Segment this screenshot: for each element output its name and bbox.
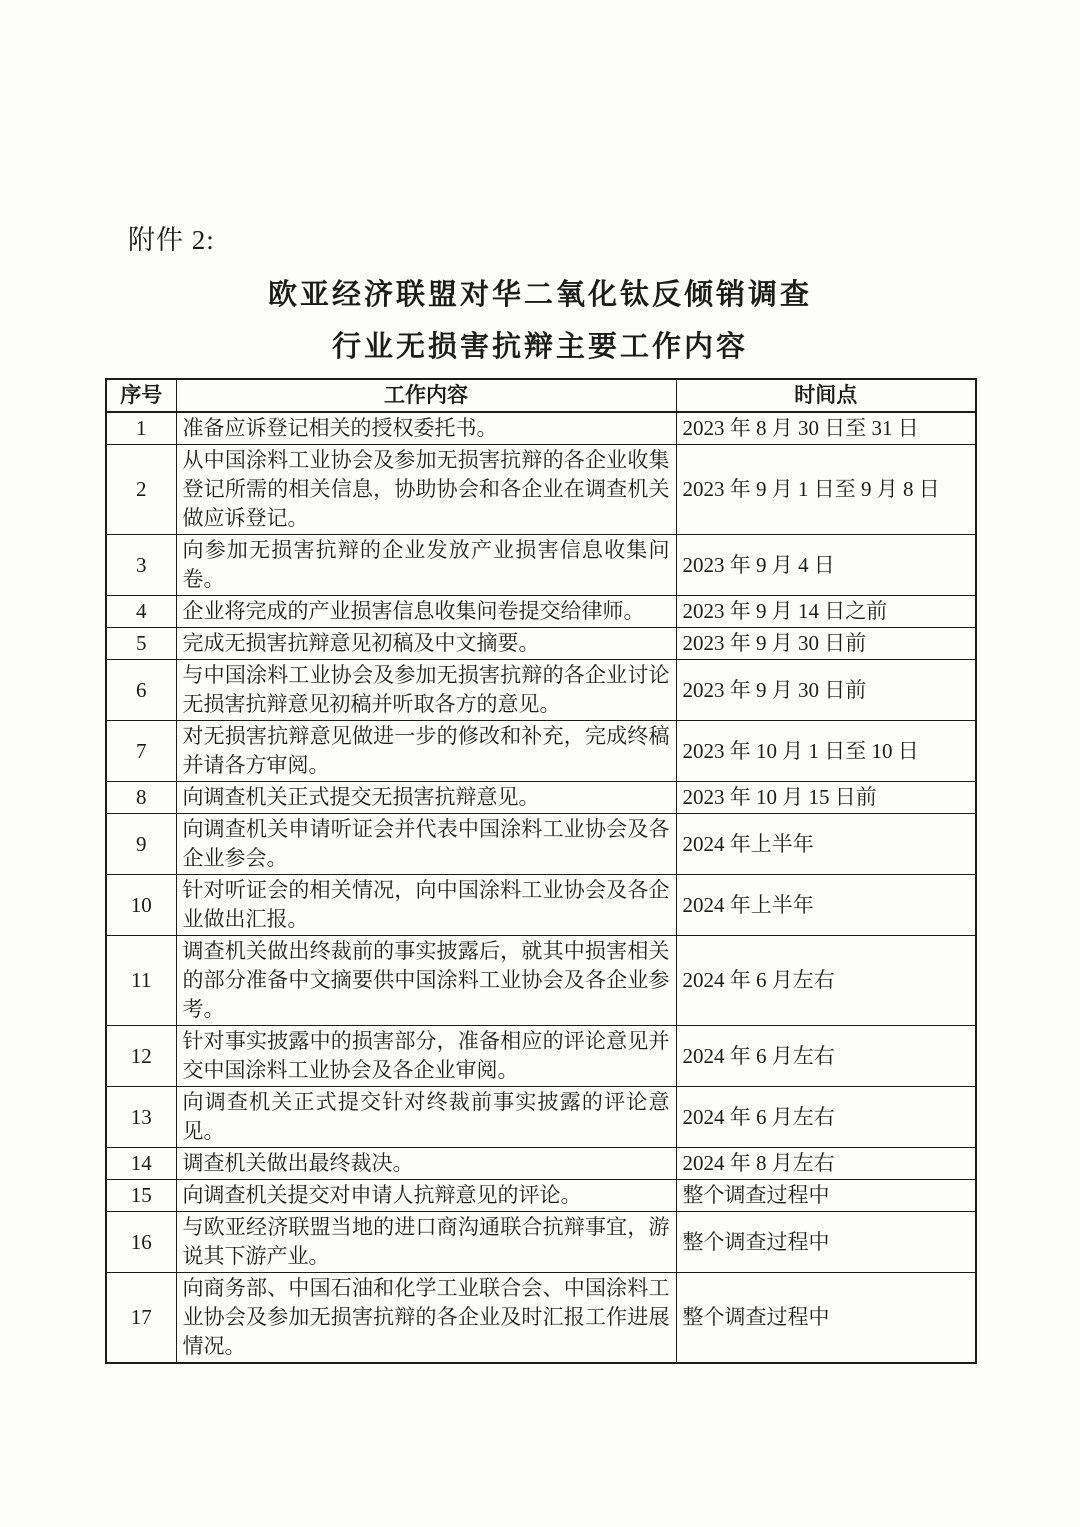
seq-cell: 1 — [106, 412, 176, 445]
seq-cell: 15 — [106, 1180, 176, 1212]
seq-cell: 13 — [106, 1087, 176, 1148]
task-cell: 对无损害抗辩意见做进一步的修改和补充，完成终稿并请各方审阅。 — [176, 721, 676, 782]
table-row — [106, 721, 976, 782]
header-seq-number: 序号 — [106, 379, 176, 412]
task-cell: 向参加无损害抗辩的企业发放产业损害信息收集问卷。 — [176, 535, 676, 596]
table-row — [106, 1026, 976, 1087]
task-cell: 针对事实披露中的损害部分，准备相应的评论意见并交中国涂料工业协会及各企业审阅。 — [176, 1026, 676, 1087]
time-cell: 2024 年 6 月左右 — [676, 1087, 976, 1148]
seq-cell: 7 — [106, 721, 176, 782]
time-cell: 2024 年 6 月左右 — [676, 1026, 976, 1087]
attachment-label: 附件 2: — [128, 225, 215, 255]
table-row — [106, 1273, 976, 1364]
table-header-row — [106, 379, 976, 412]
table-row — [106, 535, 976, 596]
task-cell: 与中国涂料工业协会及参加无损害抗辩的各企业讨论无损害抗辩意见初稿并听取各方的意见。 — [176, 660, 676, 721]
seq-cell: 6 — [106, 660, 176, 721]
seq-cell: 14 — [106, 1148, 176, 1180]
seq-cell: 8 — [106, 782, 176, 814]
seq-cell: 4 — [106, 596, 176, 628]
task-cell: 准备应诉登记相关的授权委托书。 — [176, 412, 676, 445]
time-cell: 整个调查过程中 — [676, 1212, 976, 1273]
table-row — [106, 1148, 976, 1180]
time-cell: 2023 年 9 月 30 日前 — [676, 660, 976, 721]
table-row — [106, 660, 976, 721]
task-cell: 企业将完成的产业损害信息收集问卷提交给律师。 — [176, 596, 676, 628]
task-cell: 向调查机关正式提交无损害抗辩意见。 — [176, 782, 676, 814]
task-cell: 完成无损害抗辩意见初稿及中文摘要。 — [176, 628, 676, 660]
header-work-content: 工作内容 — [176, 379, 676, 412]
time-cell: 2023 年 8 月 30 日至 31 日 — [676, 412, 976, 445]
time-cell: 2024 年上半年 — [676, 814, 976, 875]
table-row — [106, 1212, 976, 1273]
time-cell: 2024 年 8 月左右 — [676, 1148, 976, 1180]
time-cell: 2024 年上半年 — [676, 875, 976, 936]
task-cell: 调查机关做出终裁前的事实披露后，就其中损害相关的部分准备中文摘要供中国涂料工业协会及各企业参考。 — [176, 936, 676, 1026]
seq-cell: 16 — [106, 1212, 176, 1273]
task-cell: 调查机关做出最终裁决。 — [176, 1148, 676, 1180]
table-row — [106, 814, 976, 875]
time-cell: 整个调查过程中 — [676, 1180, 976, 1212]
document-title-line2: 行业无损害抗辩主要工作内容 — [331, 331, 748, 363]
table-row — [106, 782, 976, 814]
task-cell: 向商务部、中国石油和化学工业联合会、中国涂料工业协会及参加无损害抗辩的各企业及时汇报工作进展情况。 — [176, 1273, 676, 1364]
seq-cell: 5 — [106, 628, 176, 660]
table-row — [106, 1087, 976, 1148]
seq-cell: 9 — [106, 814, 176, 875]
time-cell: 2023 年 9 月 4 日 — [676, 535, 976, 596]
time-cell: 2023 年 10 月 1 日至 10 日 — [676, 721, 976, 782]
header-time-point: 时间点 — [676, 379, 976, 412]
seq-cell: 12 — [106, 1026, 176, 1087]
time-cell: 2023 年 10 月 15 日前 — [676, 782, 976, 814]
table-row — [106, 1180, 976, 1212]
table-row — [106, 412, 976, 445]
seq-cell: 2 — [106, 445, 176, 535]
task-cell: 向调查机关提交对申请人抗辩意见的评论。 — [176, 1180, 676, 1212]
seq-cell: 11 — [106, 936, 176, 1026]
time-cell: 2024 年 6 月左右 — [676, 936, 976, 1026]
table-row — [106, 628, 976, 660]
document-title-line1: 欧亚经济联盟对华二氧化钛反倾销调查 — [267, 279, 812, 311]
task-cell: 从中国涂料工业协会及参加无损害抗辩的各企业收集登记所需的相关信息，协助协会和各企业在调查机关做应诉登记。 — [176, 445, 676, 535]
seq-cell: 3 — [106, 535, 176, 596]
time-cell: 2023 年 9 月 30 日前 — [676, 628, 976, 660]
seq-cell: 10 — [106, 875, 176, 936]
task-cell: 向调查机关申请听证会并代表中国涂料工业协会及各企业参会。 — [176, 814, 676, 875]
time-cell: 2023 年 9 月 1 日至 9 月 8 日 — [676, 445, 976, 535]
table-row — [106, 875, 976, 936]
task-cell: 针对听证会的相关情况，向中国涂料工业协会及各企业做出汇报。 — [176, 875, 676, 936]
table-row — [106, 445, 976, 535]
work-schedule-table — [105, 378, 977, 1364]
table-row — [106, 596, 976, 628]
time-cell: 整个调查过程中 — [676, 1273, 976, 1364]
task-cell: 向调查机关正式提交针对终裁前事实披露的评论意见。 — [176, 1087, 676, 1148]
seq-cell: 17 — [106, 1273, 176, 1364]
table-row — [106, 936, 976, 1026]
time-cell: 2023 年 9 月 14 日之前 — [676, 596, 976, 628]
task-cell: 与欧亚经济联盟当地的进口商沟通联合抗辩事宜，游说其下游产业。 — [176, 1212, 676, 1273]
